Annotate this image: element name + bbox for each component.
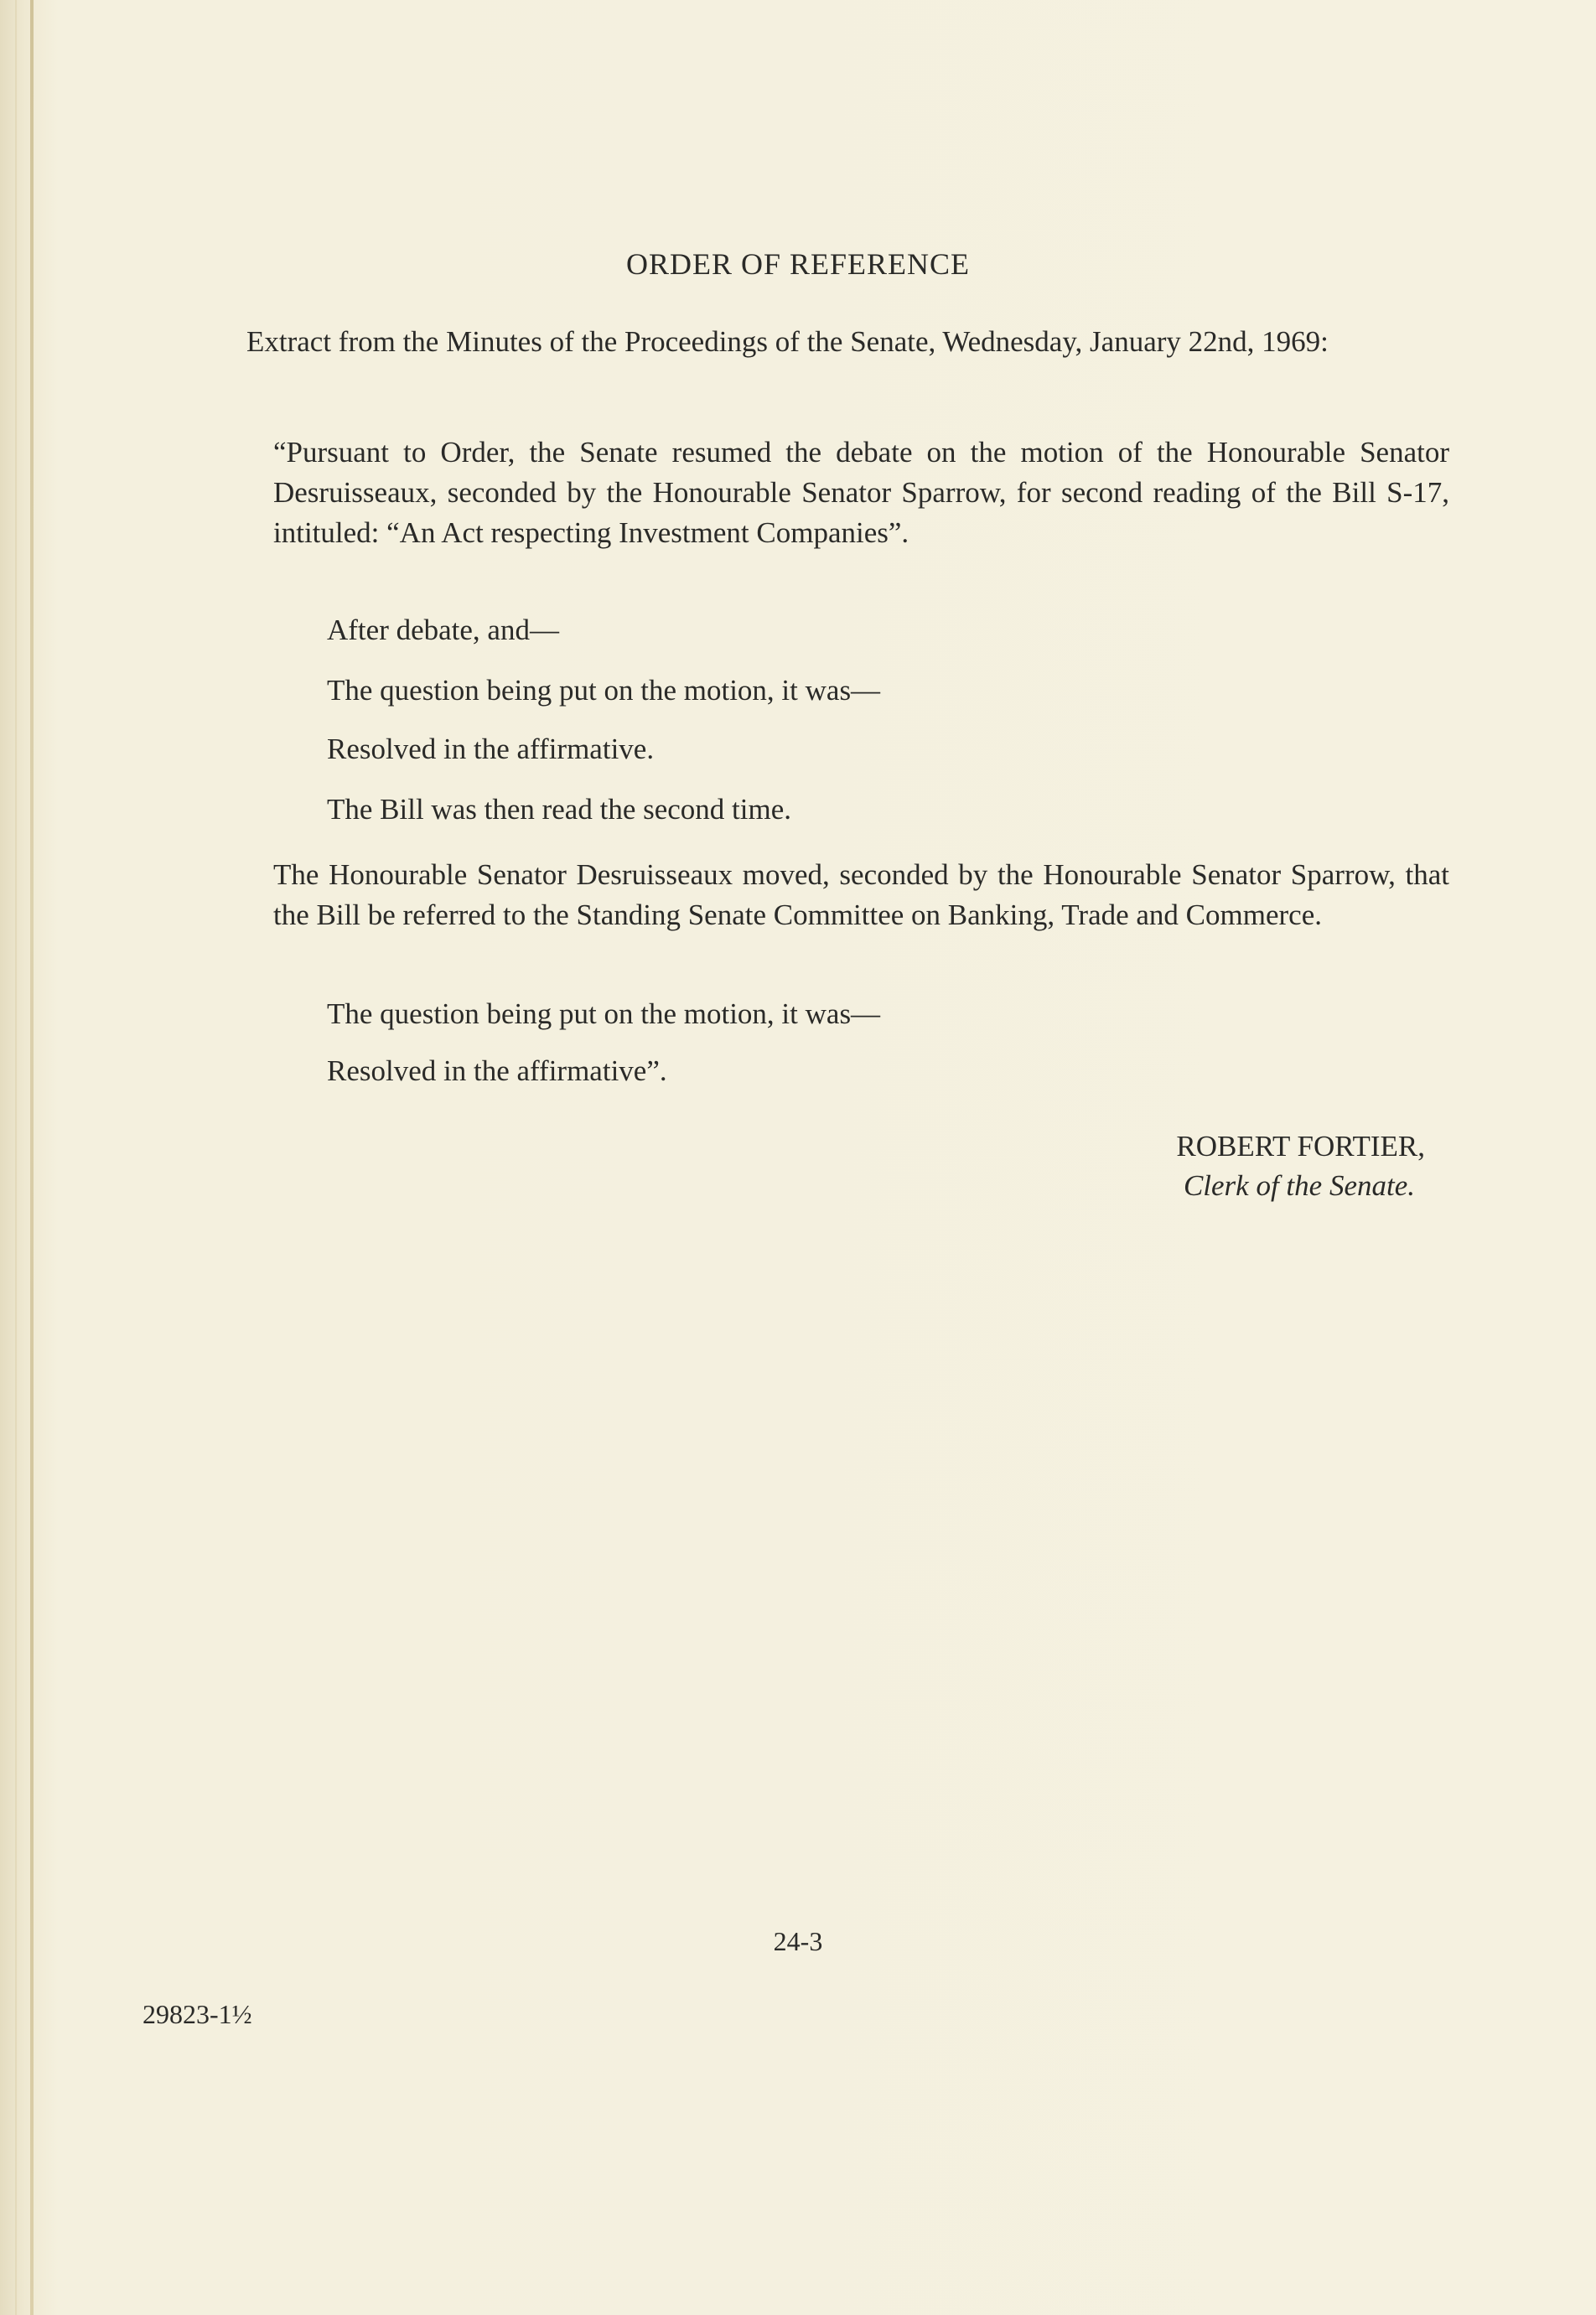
signature-role: Clerk of the Senate.: [1183, 1169, 1415, 1202]
proceeding-line-5: The question being put on the motion, it was—: [327, 997, 881, 1030]
intro-paragraph: Extract from the Minutes of the Proceedings of the Senate, Wednesday, January 22nd, 1969:: [246, 325, 1329, 358]
page-number: 24-3: [773, 1926, 823, 1956]
proceeding-line-3: Resolved in the affirmative.: [327, 733, 655, 765]
page-edge-shadow: [15, 0, 17, 2315]
quote-paragraph: “Pursuant to Order, the Senate resumed the debate on the motion of the Honourable Senator Desruisseaux, seconded by the Honourable Senator Sparrow, for second reading of the Bill S-17, intituled: “An Act respecting Investment Companies”.: [273, 436, 1449, 549]
motion-paragraph: The Honourable Senator Desruisseaux moved, seconded by the Honourable Senator Sparrow, that the Bill be referred to the Standing Senate Committee on Banking, Trade and Commerce.: [273, 858, 1449, 931]
proceeding-line-2: The question being put on the motion, it was—: [327, 674, 881, 707]
proceeding-line-1: After debate, and—: [327, 614, 559, 646]
signature-name: ROBERT FORTIER,: [1176, 1130, 1425, 1163]
document-title: ORDER OF REFERENCE: [625, 247, 971, 281]
proceeding-line-6: Resolved in the affirmative”.: [327, 1054, 667, 1087]
print-code: 29823-1½: [142, 1999, 252, 2029]
binding-edge: [30, 0, 34, 2315]
proceeding-line-4: The Bill was then read the second time.: [327, 793, 792, 826]
